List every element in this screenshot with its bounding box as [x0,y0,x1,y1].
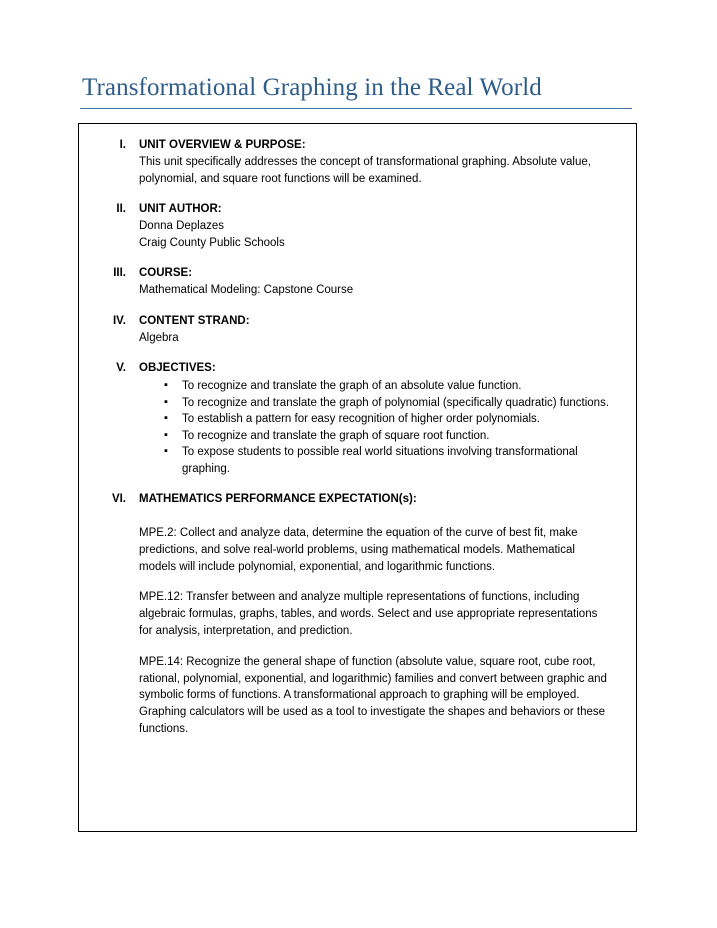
section-numeral: VI. [111,493,126,505]
mpe-2-paragraph: MPE.2: Collect and analyze data, determine the equation of the curve of best fit, make predictions, and solve real-world problems, using mathematical models. Mathematical models will include polynomial, exponential, and logarithmic functions. [139,527,578,573]
content-strand-value: Algebra [139,331,179,344]
section-unit-author [93,201,620,251]
section-numeral: III. [113,267,126,279]
section-content [139,360,620,477]
mpe-14-paragraph: MPE.14: Recognize the general shape of function (absolute value, square root, cube root, rational, polynomial, exponential, and logarithmic) families and convert between graphic and symbolic forms of functions. A transformational approach to graphing will be employed. Graphing calculators will be used as a tool to investigate the shapes and behaviors or these functions. [139,655,607,735]
list-item: ▪ To recognize and translate the graph of polynomial (specifically quadratic) functions. [164,395,620,412]
page-title: Transformational Graphing in the Real World [82,74,542,101]
section-course [93,265,620,299]
list-item: ▪ To recognize and translate the graph of an absolute value function. [164,378,620,395]
section-content [139,201,620,251]
section-objectives [93,360,620,477]
section-numeral: V. [116,362,126,374]
section-heading: COURSE: [139,267,193,279]
course-name: Mathematical Modeling: Capstone Course [139,284,354,296]
section-content [139,137,620,187]
section-content-strand [93,313,620,347]
section-numeral: I. [119,139,126,151]
section-numeral: IV. [112,314,126,327]
author-name: Donna Deplazes [139,220,225,232]
section-performance-expectations [93,491,620,738]
author-organization: Craig County Public Schools [139,236,285,249]
section-heading: MATHEMATICS PERFORMANCE EXPECTATION(s): [139,493,417,505]
unit-plan-box [78,123,637,832]
section-content [139,265,620,299]
title-divider [80,108,632,109]
section-content [139,313,620,347]
list-item: ▪ To expose students to possible real world situations involving transformational graphing. [164,444,620,477]
section-numeral: II. [116,203,126,215]
section-heading: OBJECTIVES: [139,362,216,374]
section-heading: UNIT OVERVIEW & PURPOSE: [139,139,306,151]
section-content [139,491,620,738]
section-heading: CONTENT STRAND: [139,314,250,327]
section-heading: UNIT AUTHOR: [139,203,222,215]
list-item: ▪ To recognize and translate the graph of square root function. [164,428,620,445]
objectives-list [139,378,620,477]
section-unit-overview [93,137,620,187]
section-text: This unit specifically addresses the concept of transformational graphing. Absolute value, polynomial, and square root functions will be examined. [139,156,591,185]
list-item: ▪ To establish a pattern for easy recognition of higher order polynomials. [164,411,620,428]
mpe-12-paragraph: MPE.12: Transfer between and analyze multiple representations of functions, including algebraic formulas, graphs, tables, and words. Select and use appropriate representations for analysis, interpretation, and prediction. [139,591,598,637]
